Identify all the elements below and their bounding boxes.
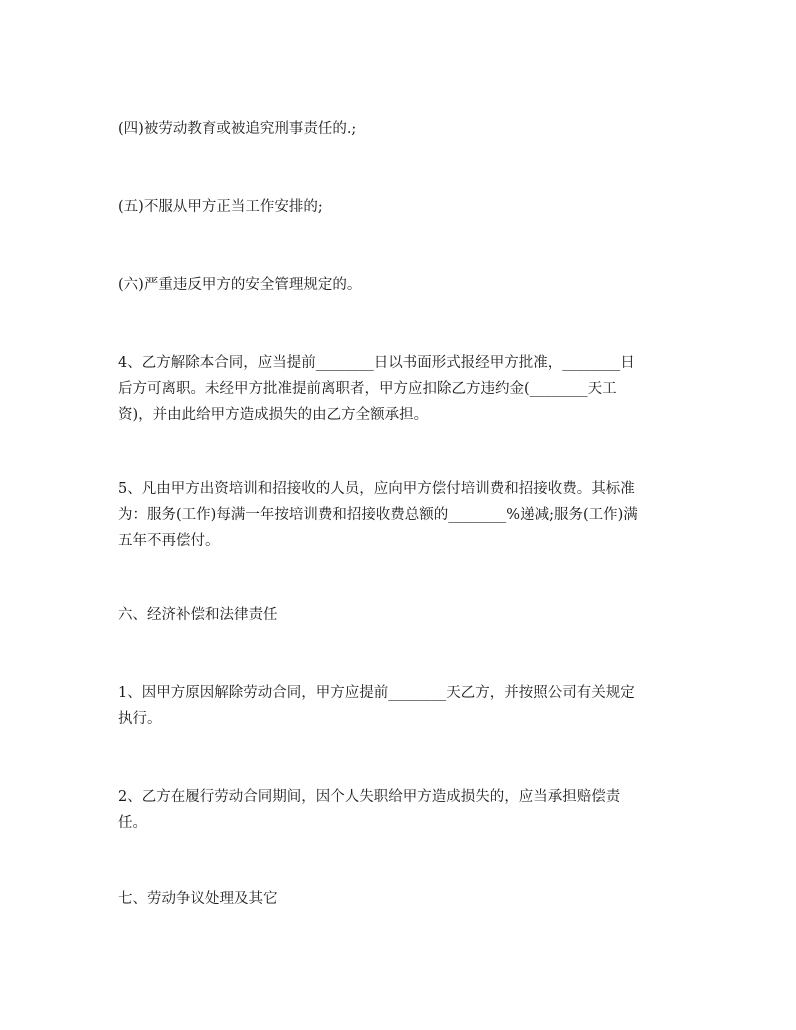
text-line: 五年不再偿付。 [118, 533, 220, 549]
text-line: 执行。 [118, 711, 162, 727]
item-four-resignation [118, 350, 690, 428]
text-line: 资)，并由此给甲方造成损失的由乙方全额承担。 [118, 407, 429, 423]
text-line: 4、乙方解除本合同，应当提前________日以书面形式报经甲方批准，________日 [118, 355, 635, 371]
section-title: 六、经济补偿和法律责任 [118, 607, 278, 623]
text-line: (六)严重违反甲方的安全管理规定的。 [118, 277, 362, 293]
text-line: 2、乙方在履行劳动合同期间，因个人失职给甲方造成损失的，应当承担赔偿责 [118, 789, 621, 805]
text-line: 为：服务(工作)每满一年按培训费和招接收费总额的________%递减;服务(工作)满 [118, 507, 638, 523]
clause-six-safety-violation [118, 272, 690, 298]
clause-five-disobey-arrangement [118, 194, 690, 220]
text-line: 后方可离职。未经甲方批准提前离职者，甲方应扣除乙方违约金(________天工 [118, 381, 617, 397]
section-six-heading [118, 602, 690, 628]
text-line: 5、凡由甲方出资培训和招接收的人员，应向甲方偿付培训费和招接收费。其标准 [118, 481, 635, 497]
item-six-one-termination-notice [118, 680, 690, 732]
item-six-two-compensation [118, 784, 690, 836]
section-title: 七、劳动争议处理及其它 [118, 891, 278, 907]
text-line: 任。 [118, 815, 147, 831]
text-line: (四)被劳动教育或被追究刑事责任的.; [118, 121, 357, 137]
item-five-training-fees [118, 476, 690, 554]
text-line: 1、因甲方原因解除劳动合同，甲方应提前________天乙方，并按照公司有关规定 [118, 685, 635, 701]
section-seven-heading [118, 886, 690, 912]
text-line: (五)不服从甲方正当工作安排的; [118, 199, 323, 215]
clause-four-labor-education [118, 116, 690, 142]
